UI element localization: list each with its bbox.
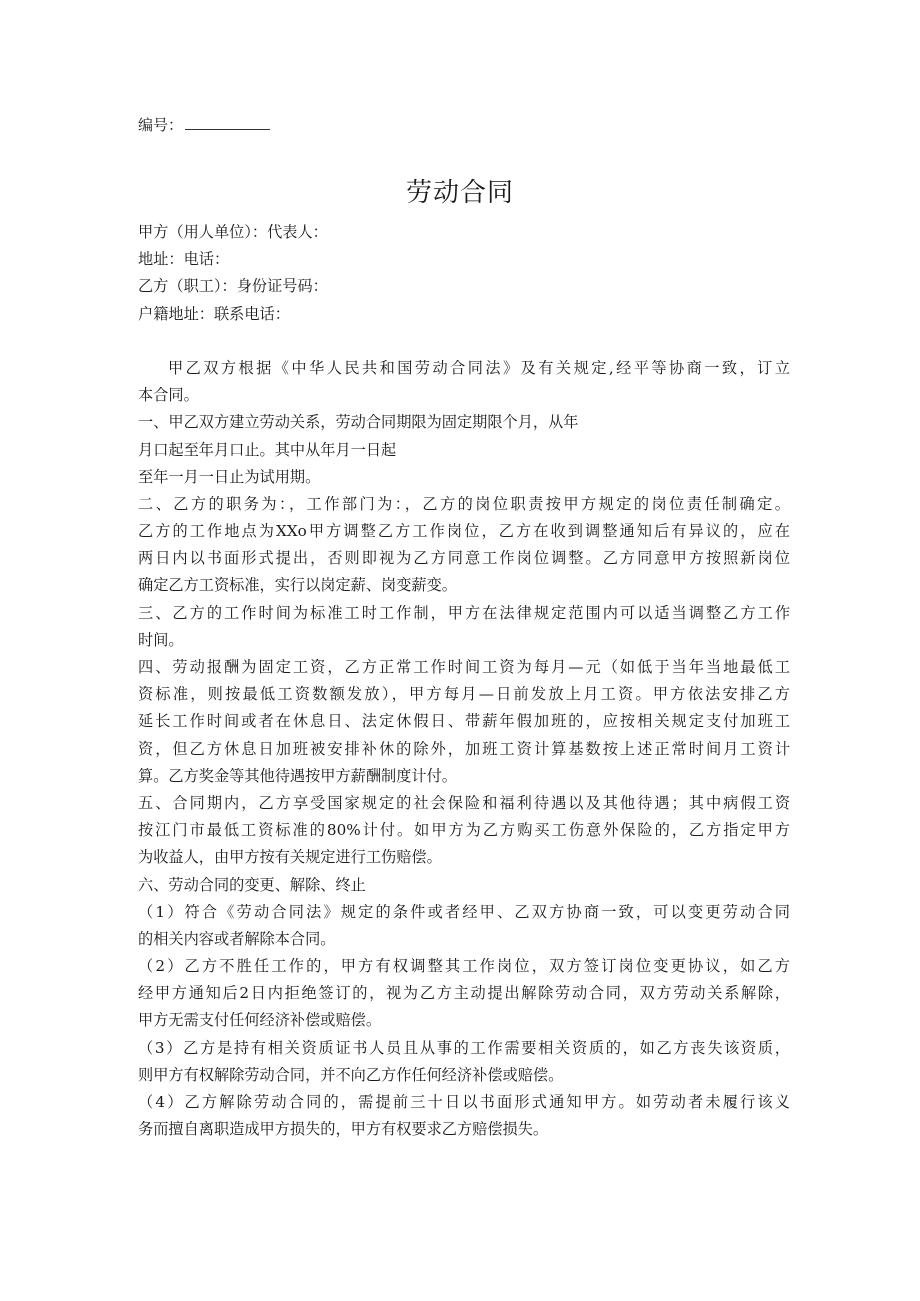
clause-1-line: 至年一月一日止为试用期。 [138, 467, 321, 486]
clause-2-line: 确定乙方工资标准，实行以岗定薪、岗变薪变。 [138, 576, 457, 595]
clause-6-1-line: 的相关内容或者解除本合同。 [138, 929, 336, 948]
clause-5-line: 为收益人，由甲方按有关规定进行工伤赔偿。 [138, 848, 442, 867]
document-body [138, 219, 790, 1143]
document-number [138, 114, 270, 136]
clause-2-line: 乙方的工作地点为XXo甲方调整乙方工作岗位，乙方在收到调整通知后有异议的，应在 [138, 522, 790, 541]
clause-4-line: 资标准，则按最低工资数额发放），甲方每月—日前发放上月工资。甲方依法安排乙方 [138, 685, 790, 704]
clause-3-line: 时间。 [138, 630, 184, 649]
clause-6-2-line: 甲方无需支付任何经济补偿或赔偿。 [138, 1011, 381, 1030]
paragraph-spacer [138, 328, 790, 355]
document-title: 劳动合同 [405, 178, 514, 208]
document-number-blank [185, 114, 270, 130]
clause-1-line: 一、甲乙双方建立劳动关系，劳动合同期限为固定期限个月，从年 [138, 413, 579, 432]
clause-4-line: 资，但乙方休息日加班被安排补休的除外，加班工资计算基数按上述正常时间月工资计 [138, 739, 790, 758]
clause-6-4-line: （4）乙方解除劳动合同的，需提前三十日以书面形式通知甲方。如劳动者未履行该义 [138, 1093, 790, 1111]
intro-line: 本合同。 [138, 386, 199, 405]
clause-6-2-line: 经甲方通知后2日内拒绝签订的，视为乙方主动提出解除劳动合同，双方劳动关系解除， [138, 984, 790, 1003]
intro-line: 甲乙双方根据《中华人民共和国劳动合同法》及有关规定,经平等协商一致，订立 [168, 358, 790, 377]
clause-6-3-line: （3）乙方是持有相关资质证书人员且从事的工作需要相关资质的，如乙方丧失该资质， [138, 1038, 790, 1057]
clause-6-4-line: 务而擅自离职造成甲方损失的，甲方有权要求乙方赔偿损失。 [138, 1120, 549, 1139]
clause-3-line: 三、乙方的工作时间为标准工时工作制，甲方在法律规定范围内可以适当调整乙方工作 [138, 603, 790, 622]
clause-5-line: 五、合同期内，乙方享受国家规定的社会保险和福利待遇以及其他待遇；其中病假工资 [138, 793, 790, 812]
clause-2-line: 二、乙方的职务为：，工作部门为：，乙方的岗位职责按甲方规定的岗位责任制确定。 [138, 494, 790, 513]
document-number-label: 编号： [138, 116, 184, 134]
clause-2-line: 两日内以书面形式提出，否则即视为乙方同意工作岗位调整。乙方同意甲方按照新岗位 [138, 549, 790, 568]
clause-6-title: 六、劳动合同的变更、解除、终止 [138, 875, 366, 894]
clause-6-2-line: （2）乙方不胜任工作的，甲方有权调整其工作岗位，双方签订岗位变更协议，如乙方 [138, 957, 790, 976]
party-b-line: 乙方（职工）：身份证号码： [138, 277, 328, 296]
clause-6-1-line: （1）符合《劳动合同法》规定的条件或者经甲、乙双方协商一致，可以变更劳动合同 [138, 902, 790, 921]
clause-1-line: 月口起至年月口止。其中从年月一日起 [138, 440, 397, 459]
clause-6-3-line: 则甲方有权解除劳动合同，并不向乙方作任何经济补偿或赔偿。 [138, 1065, 564, 1084]
party-a-line: 甲方（用人单位）：代表人： [138, 223, 328, 241]
party-a-address-line: 地址：电话： [138, 250, 230, 269]
clause-4-line: 算。乙方奖金等其他待遇按甲方薪酬制度计付。 [138, 766, 457, 785]
clause-5-line: 按江门市最低工资标准的80%计付。如甲方为乙方购买工伤意外保险的，乙方指定甲方 [138, 821, 790, 840]
clause-4-line: 四、劳动报酬为固定工资，乙方正常工作时间工资为每月—元（如低于当年当地最低工 [138, 658, 790, 676]
clause-4-line: 延长工作时间或者在休息日、法定休假日、带薪年假加班的，应按相关规定支付加班工 [138, 712, 790, 731]
party-b-address-line: 户籍地址：联系电话： [138, 304, 290, 323]
